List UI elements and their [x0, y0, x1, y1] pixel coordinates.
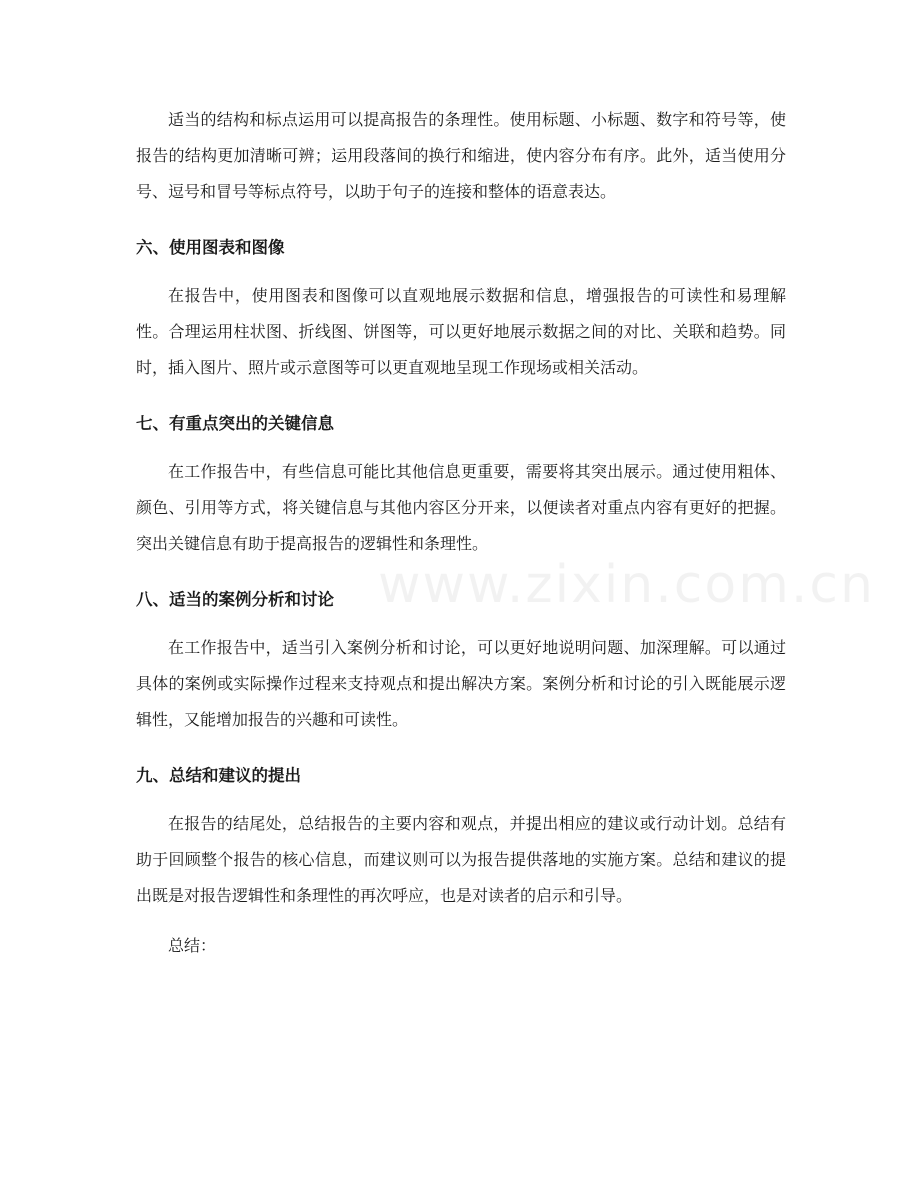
section-7	[136, 406, 786, 562]
section-body: 在报告的结尾处，总结报告的主要内容和观点，并提出相应的建议或行动计划。总结有助于回顾整个报告的核心信息，而建议则可以为报告提供落地的实施方案。总结和建议的提出既是对报告逻辑性和条理性的再次呼应，也是对读者的启示和引导。	[136, 814, 786, 905]
section-body: 在工作报告中，有些信息可能比其他信息更重要，需要将其突出展示。通过使用粗体、颜色、引用等方式，将关键信息与其他内容区分开来，以便读者对重点内容有更好的把握。突出关键信息有助于提高报告的逻辑性和条理性。	[136, 462, 786, 553]
section-9	[136, 758, 786, 914]
section-body: 在工作报告中，适当引入案例分析和讨论，可以更好地说明问题、加深理解。可以通过具体的案例或实际操作过程来支持观点和提出解决方案。案例分析和讨论的引入既能展示逻辑性，又能增加报告的兴趣和可读性。	[136, 638, 786, 729]
section-heading: 九、总结和建议的提出	[136, 766, 301, 785]
section-6	[136, 230, 786, 386]
document-page	[136, 102, 786, 964]
section-heading: 七、有重点突出的关键信息	[136, 414, 334, 433]
section-body: 在报告中，使用图表和图像可以直观地展示数据和信息，增强报告的可读性和易理解性。合理运用柱状图、折线图、饼图等，可以更好地展示数据之间的对比、关联和趋势。同时，插入图片、照片或示意图等可以更直观地呈现工作现场或相关活动。	[136, 286, 786, 377]
section-heading: 八、适当的案例分析和讨论	[136, 590, 334, 609]
summary-label: 总结：	[168, 936, 217, 955]
section-8	[136, 582, 786, 738]
watermark: www.zixin.com.cn	[378, 555, 875, 615]
intro-paragraph: 适当的结构和标点运用可以提高报告的条理性。使用标题、小标题、数字和符号等，使报告的结构更加清晰可辨；运用段落间的换行和缩进，使内容分布有序。此外，适当使用分号、逗号和冒号等标点符号，以助于句子的连接和整体的语意表达。	[136, 110, 786, 201]
section-heading: 六、使用图表和图像	[136, 238, 285, 257]
